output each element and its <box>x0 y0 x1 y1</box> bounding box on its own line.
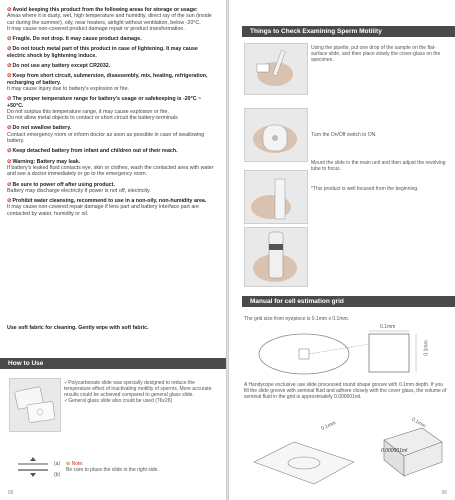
volume-label: 0.000001ml <box>381 448 408 454</box>
warning-list <box>7 7 217 221</box>
right-page <box>229 0 455 500</box>
warning-item <box>7 148 217 154</box>
cleaning-line: Use soft fabric for cleaning. Gently wipe with soft fabric. <box>7 325 149 331</box>
note-icon: ⊘ <box>66 461 71 467</box>
warning-title: ⊘Prohibit water cleansing, recommend to use in a non-oily, non-humidity area. <box>7 198 207 205</box>
warning-body: Do not surplus this temperature range, it may cause explosion or fire. <box>7 108 169 115</box>
focus-illustration <box>245 228 307 286</box>
prohibition-icon: ⊘ <box>7 198 12 205</box>
slide-description <box>64 380 218 404</box>
section-grid-title: Manual for cell estimation grid <box>250 298 344 305</box>
slide-photo <box>9 378 61 432</box>
grid-diagram <box>244 326 454 376</box>
note-block <box>66 461 216 473</box>
warning-title: ⊘The proper temperature range for battery's usage or safekeeping is -20°C ~ +50°C. <box>7 96 202 109</box>
warning-title: ⊘Do not swallow battery. <box>7 125 72 132</box>
bullet-glass-slide: ✓General glass slide also could be used (76x26) <box>64 398 173 404</box>
section-grid-header <box>242 296 455 307</box>
warning-item <box>7 46 217 59</box>
grid-dim-side: 0.1mm <box>423 340 430 356</box>
prohibition-icon: ⊘ <box>7 73 12 80</box>
step-1-text: Using the pipette, put one drop of the sample on the flat-surface slide, and then place slowly the cover-glass on the specimen. <box>311 45 441 63</box>
prohibition-icon: ⊘ <box>7 125 12 132</box>
note-text: Be care to place the slide in the right side. <box>66 467 159 473</box>
warning-item <box>7 182 217 195</box>
warning-body: Battery may discharge electricity if power is not off, electricity. <box>7 187 151 194</box>
section-motility-header <box>242 26 455 37</box>
warning-body: Do not allow metal objects to contact or short circuit the battery-terminals <box>7 115 178 122</box>
warning-body: It may cause non-covered repair damage if lens part and battery interface part are contacted by water, humidity or oil. <box>7 204 199 217</box>
prohibition-icon: ⊘ <box>7 63 12 70</box>
warning-item <box>7 73 217 92</box>
warning-body: Areas where it is dusty, wet, high temperature and humidity, direct ray of the sun (inside car during the summer), oily, near heaters, airtight without ventilation, below -20°C. <box>7 13 212 26</box>
prohibition-icon: ⊘ <box>7 36 12 43</box>
prohibition-icon: ⊘ <box>7 158 12 165</box>
prohibition-icon: ⊘ <box>7 181 12 188</box>
step-2-text: Turn the On/Off switch to ON. <box>311 132 377 138</box>
warning-item <box>7 7 217 32</box>
warning-title: ⊘Keep from short circuit, submersion, disassembly, mix, heating, refrigeration, recharging of battery. <box>7 73 208 86</box>
volume-dim-2: 0.1mm <box>410 416 427 430</box>
page-number-left: 05 <box>8 490 14 496</box>
warning-title: ⊘Warning: Battery may leak. <box>7 158 81 165</box>
bullet-polycarbonate: ✓Polycarbonate slide was specially designed to reduce the temperature effect of inactivating motility of sperms. More accurate results could be achieved compared to general glass slide. <box>64 380 212 398</box>
marker-a: (a) <box>54 461 61 467</box>
warning-title: ⊘Do not use any battery except CR2032. <box>7 63 111 70</box>
how-to-use-header <box>0 358 226 369</box>
prohibition-icon: ⊘ <box>7 96 12 103</box>
warning-title: ⊘Keep detached battery from infant and children out of their reach. <box>7 148 178 155</box>
warning-title: ⊘Fragile. Do not drop. It may cause product damage. <box>7 36 142 43</box>
step-photo-focus <box>244 227 308 287</box>
warning-body: It may cause non-covered product damage repair or product transformation. <box>7 25 185 32</box>
grid-size-text: The grid size from eyepiece is 0.1mm x 0.1mm. <box>244 316 350 322</box>
warning-title: ⊘Be sure to power off after using product. <box>7 181 115 188</box>
warning-item <box>7 159 217 178</box>
note-label: Note: <box>71 461 84 467</box>
warning-title: ⊘Avoid keeping this product from the following areas for storage or usage: <box>7 7 198 13</box>
warning-item <box>7 36 217 42</box>
pipette-illustration <box>245 44 307 94</box>
step-3-text: Mount the slide in the main unit and then adjust the revolving tube to focus. <box>311 160 446 172</box>
grid-dim-top: 0.1mm <box>380 324 396 330</box>
cleaning-note <box>7 325 217 331</box>
warning-title: ⊘Do not touch metal part of this product in case of lightening. It may cause electric shock by lightening induce. <box>7 46 198 59</box>
switch-illustration <box>245 109 307 161</box>
warning-body: If battery's leaked fluid contacts eye, skin or clothes, wash the contacted area with water and see a doctor immediately or go to the emergency room. <box>7 164 214 178</box>
warning-item <box>7 198 217 217</box>
slide-side-diagram <box>14 456 54 480</box>
marker-b: (b) <box>54 472 61 478</box>
warning-body: Contact emergency room or inform doctor as soon as possible in case of swallowing battery. <box>7 131 205 145</box>
volume-dim-1: 0.1mm <box>320 420 337 432</box>
groove-description: A Handycope exclusive use slide processed round shape groove with 0.1mm depth. If you fill the slide groove with seminal fluid and adhere closely with the cover glass, the volume of seminal fluid in the grid is approximately 0.000001ml. <box>244 382 447 400</box>
slide-illustration <box>10 379 60 431</box>
prohibition-icon: ⊘ <box>7 7 12 13</box>
how-to-use-title: How to Use <box>8 360 44 367</box>
warning-item <box>7 96 217 121</box>
step-photo-pipette <box>244 43 308 95</box>
left-page <box>0 0 226 500</box>
warning-item <box>7 63 217 69</box>
mount-illustration <box>245 171 307 223</box>
step-3-note: *This product is well focused from the beginning. <box>311 186 419 192</box>
section-motility-title: Things to Check Examining Sperm Motility <box>250 28 382 35</box>
prohibition-icon: ⊘ <box>7 148 12 155</box>
prohibition-icon: ⊘ <box>7 46 12 53</box>
page-number-right: 06 <box>441 490 447 496</box>
warning-body: It may cause injury due to battery's explosion or fire. <box>7 85 130 92</box>
warning-item <box>7 125 217 144</box>
step-photo-switch <box>244 108 308 162</box>
step-photo-mount <box>244 170 308 224</box>
